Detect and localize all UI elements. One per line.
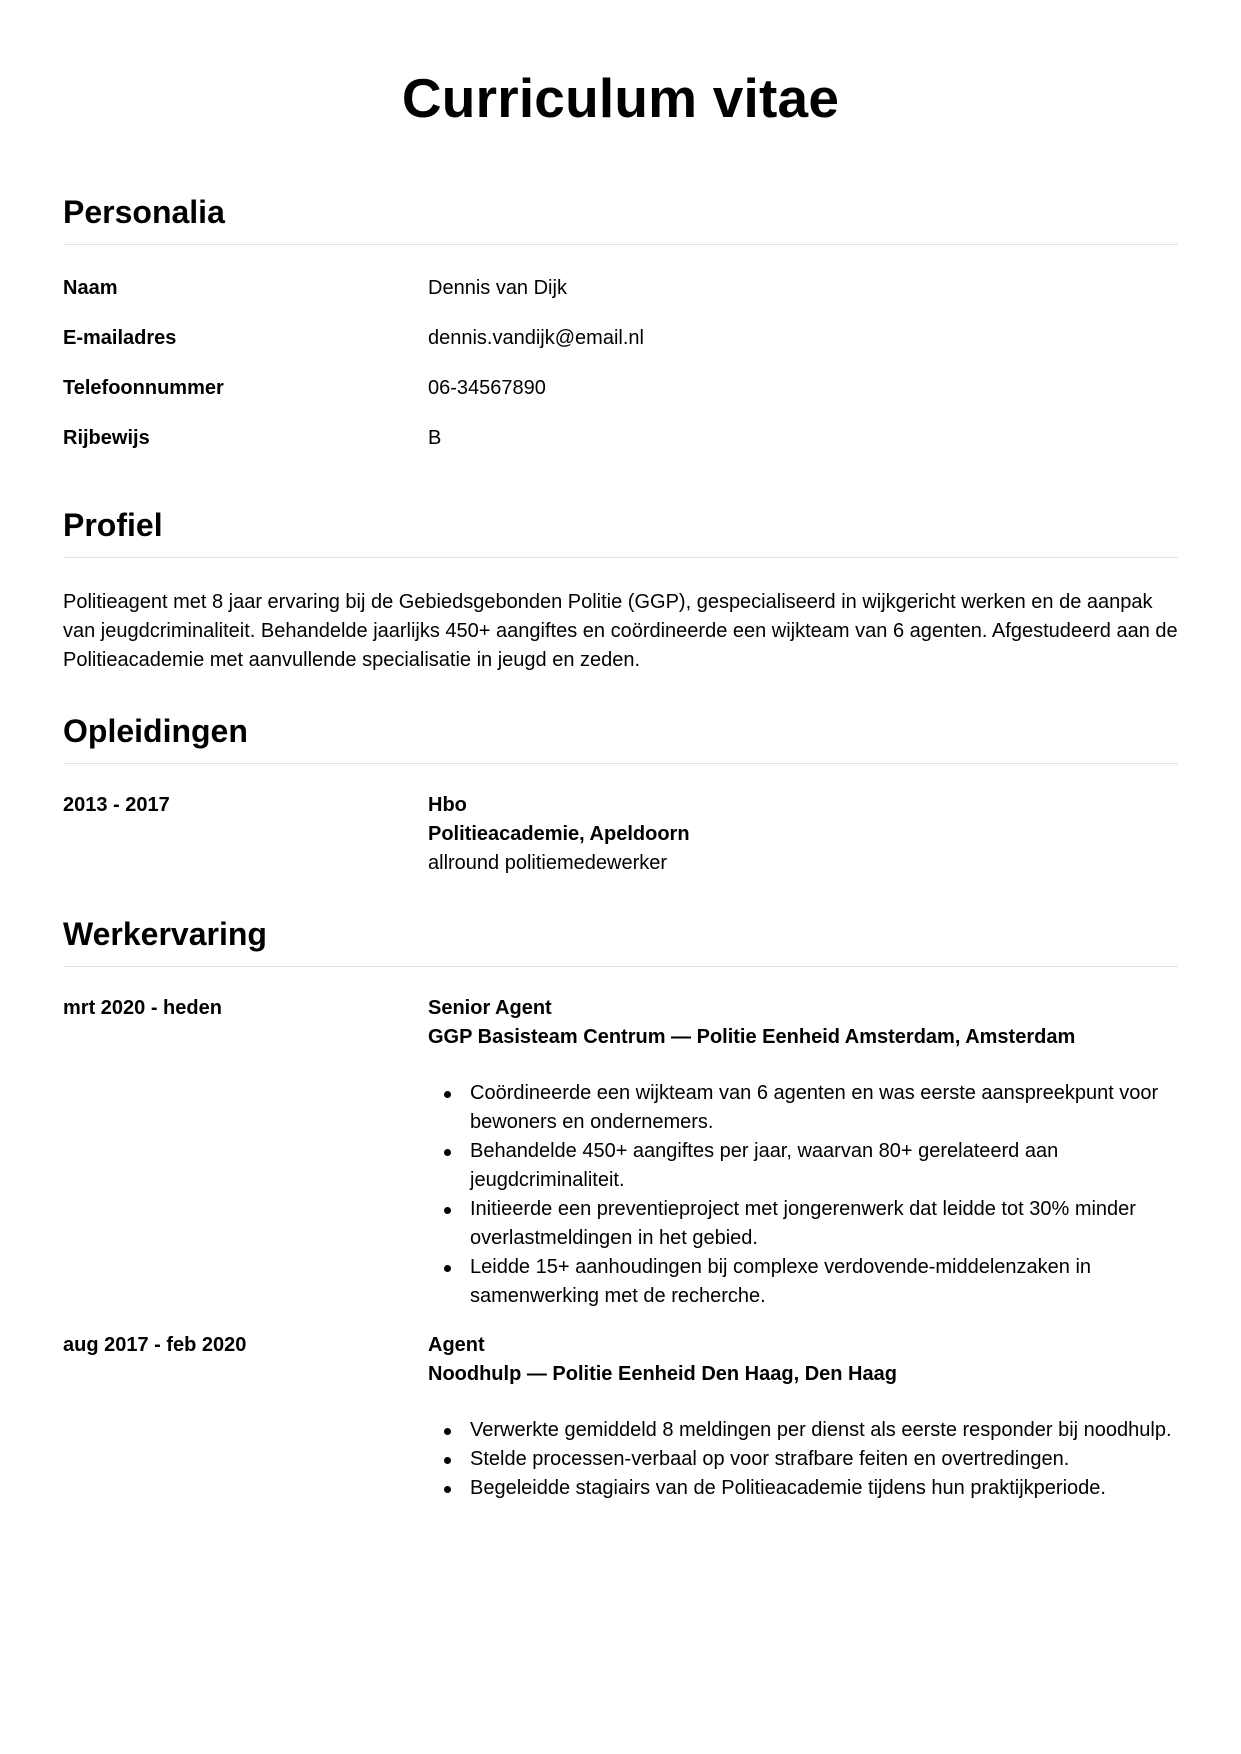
list-item [428,1474,1178,1503]
section-heading-personalia: Personalia [63,192,1178,245]
education-course: allround politiemedewerker [428,852,668,874]
document-title: Curriculum vitae [401,67,840,129]
list-item [428,1445,1178,1474]
personalia-row-naam [63,275,1178,325]
list-item-text: Initieerde een preventieproject met jongerenwerk dat leidde tot 30% minder overlastmeldingen in het gebied. [470,1198,1136,1249]
profile-text: Politieagent met 8 jaar ervaring bij de Gebiedsgebonden Politie (GGP), gespecialiseerd in wijkgericht werken en de aanpak van jeugdcriminaliteit. Behandelde jaarlijks 450+ aangiftes en coördineerde een wijkteam van 6 agenten. Afgestudeerd aan de Politieacademie met aanvullende specialisatie in jeugd en zeden. [63,591,1178,671]
section-heading-opleidingen: Opleidingen [63,711,1178,764]
bullet-icon [444,1265,451,1272]
personalia-label: E-mailadres [63,327,177,349]
work-organization: Noodhulp — Politie Eenheid Den Haag, Den Haag [428,1363,897,1385]
work-entry [63,1331,1178,1503]
list-item-text: Leidde 15+ aanhoudingen bij complexe verdovende-middelenzaken in samenwerking met de recherche. [470,1256,1092,1307]
education-details [428,791,1178,878]
section-werkervaring [63,878,1178,1503]
personalia-label: Telefoonnummer [63,377,224,399]
bullet-icon [444,1207,451,1214]
list-item [428,1195,1178,1253]
bullet-icon [444,1149,451,1156]
work-role: Agent [428,1334,485,1356]
work-achievements-list [428,1079,1178,1311]
personalia-value: Dennis van Dijk [428,277,567,299]
list-item [428,1079,1178,1137]
bullet-icon [444,1486,451,1493]
personalia-row-telefoon [63,375,1178,425]
work-achievements-list [428,1416,1178,1503]
list-item-text: Begeleidde stagiairs van de Politieacademie tijdens hun praktijkperiode. [470,1477,1106,1499]
personalia-label: Rijbewijs [63,427,150,449]
education-entry [63,791,1178,878]
section-profiel [63,475,1178,675]
bullet-icon [444,1091,451,1098]
bullet-icon [444,1428,451,1435]
personalia-value: 06-34567890 [428,377,546,399]
list-item [428,1137,1178,1195]
personalia-label: Naam [63,277,118,299]
list-item-text: Stelde processen-verbaal op voor strafbare feiten en overtredingen. [470,1448,1070,1470]
list-item-text: Coördineerde een wijkteam van 6 agenten en was eerste aanspreekpunt voor bewoners en ondernemers. [470,1082,1159,1133]
personalia-row-rijbewijs [63,425,1178,475]
work-entry [63,994,1178,1311]
list-item-text: Behandelde 450+ aangiftes per jaar, waarvan 80+ gerelateerd aan jeugdcriminaliteit. [470,1140,1059,1191]
personalia-value: dennis.vandijk@email.nl [428,327,644,349]
section-opleidingen [63,675,1178,878]
personalia-table [63,275,1178,475]
list-item [428,1253,1178,1311]
education-level: Hbo [428,794,467,816]
work-date: mrt 2020 - heden [63,997,222,1019]
work-organization: GGP Basisteam Centrum — Politie Eenheid Amsterdam, Amsterdam [428,1026,1076,1048]
personalia-row-email [63,325,1178,375]
work-date: aug 2017 - feb 2020 [63,1334,247,1356]
list-item-text: Verwerkte gemiddeld 8 meldingen per dienst als eerste responder bij noodhulp. [470,1419,1172,1441]
education-date: 2013 - 2017 [63,794,170,816]
education-school: Politieacademie, Apeldoorn [428,823,690,845]
work-details [428,994,1178,1311]
section-personalia [63,130,1178,475]
work-role: Senior Agent [428,997,552,1019]
personalia-value: B [428,427,442,449]
bullet-icon [444,1457,451,1464]
section-heading-profiel: Profiel [63,505,1178,558]
work-details [428,1331,1178,1503]
section-heading-werkervaring: Werkervaring [63,914,1178,967]
list-item [428,1416,1178,1445]
